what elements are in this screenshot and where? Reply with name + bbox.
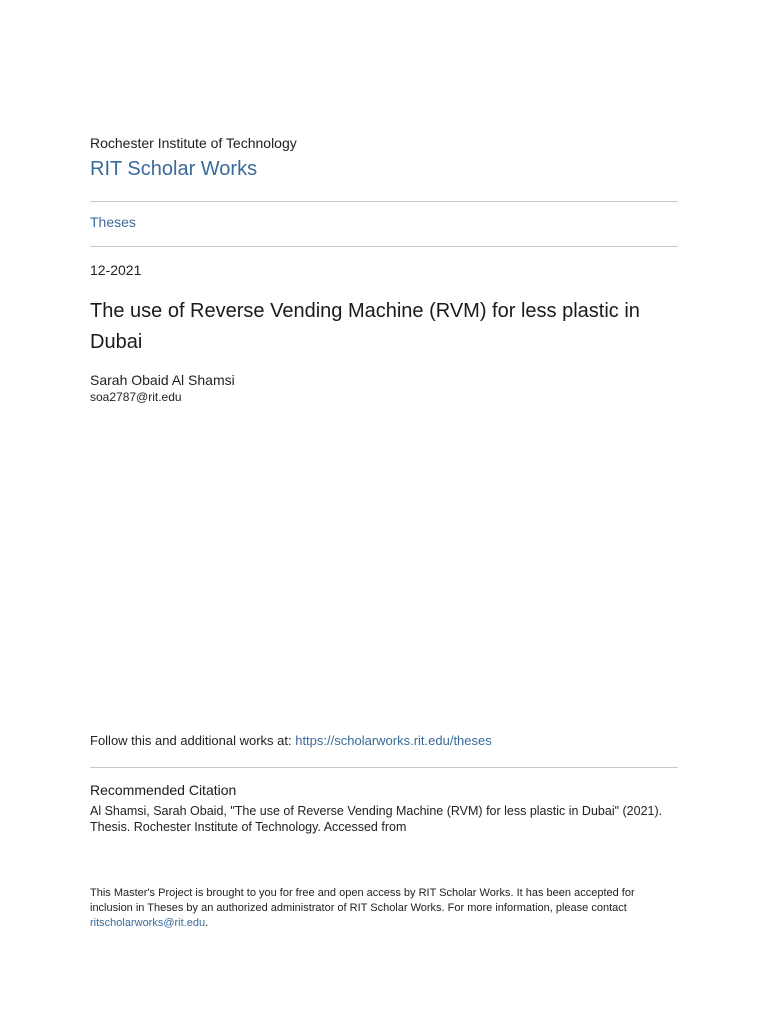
follow-line xyxy=(90,733,492,748)
citation-text: Al Shamsi, Sarah Obaid, "The use of Reverse Vending Machine (RVM) for less plastic in Dubai" (2021). Thesis. Rochester Institute of Technology. Accessed from xyxy=(90,804,663,834)
follow-prefix: Follow this and additional works at: xyxy=(90,733,296,748)
author-email: soa2787@rit.edu xyxy=(90,390,182,404)
document-title: The use of Reverse Vending Machine (RVM) for less plastic in Dubai xyxy=(90,300,640,353)
author-name: Sarah Obaid Al Shamsi xyxy=(90,372,235,388)
access-notice-suffix: . xyxy=(205,917,209,929)
access-notice xyxy=(90,886,670,931)
theses-url-link[interactable]: https://scholarworks.rit.edu/theses xyxy=(295,733,492,748)
contact-email-link[interactable]: ritscholarworks@rit.edu xyxy=(90,917,206,929)
recommended-citation-heading: Recommended Citation xyxy=(90,782,237,798)
divider-top xyxy=(90,201,678,202)
access-notice-text: This Master's Project is brought to you for free and open access by RIT Scholar Works. It has been accepted for inclusion in Theses by an authorized administrator of RIT Scholar Works. For more information, please contact xyxy=(90,887,635,914)
institution-name: Rochester Institute of Technology xyxy=(90,135,297,151)
divider-middle xyxy=(90,246,678,247)
collection-link[interactable]: Theses xyxy=(90,214,136,230)
publication-date: 12-2021 xyxy=(90,262,142,278)
repository-link[interactable]: RIT Scholar Works xyxy=(90,158,258,180)
divider-bottom xyxy=(90,767,678,768)
